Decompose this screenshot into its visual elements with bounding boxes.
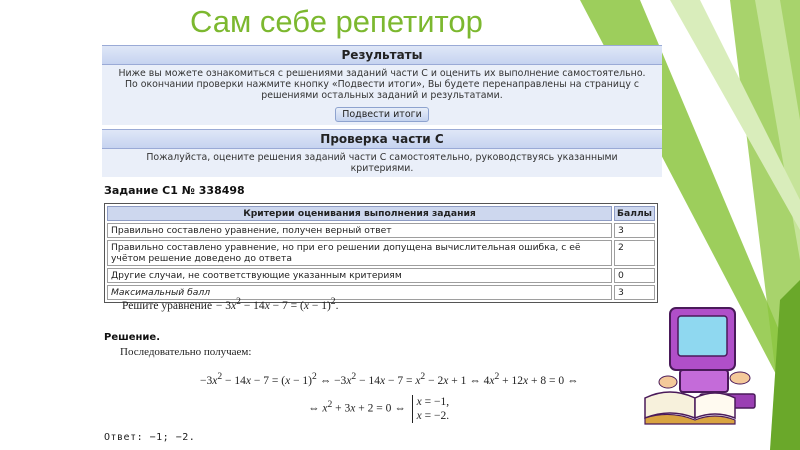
hand-right xyxy=(730,372,750,384)
check-panel-title: Проверка части С xyxy=(102,129,662,149)
solution-title: Решение. xyxy=(104,332,161,343)
hand-left xyxy=(659,376,677,388)
task-title: Задание С1 № 338498 xyxy=(104,184,245,197)
monitor-screen xyxy=(678,316,727,356)
answer-text: Ответ: −1; −2. xyxy=(104,432,196,443)
table-row xyxy=(107,268,655,283)
score-cell: 3 xyxy=(614,285,655,300)
webpage-screenshot xyxy=(102,45,662,450)
criterion-cell: Максимальный балл xyxy=(107,285,612,300)
criteria-header: Критерии оценивания выполнения задания xyxy=(107,206,612,221)
score-cell: 3 xyxy=(614,223,655,238)
results-panel-text: Ниже вы можете ознакомиться с решениями заданий части С и оценить их выполнение самостоятельно. По окончании проверки нажмите кнопку «Подвести итоги», Вы будете перенаправлены на страницу с решениями остальных заданий и результатами. xyxy=(118,68,646,101)
book-right-page xyxy=(695,393,735,418)
criterion-cell: Другие случаи, не соответствующие указанным критериям xyxy=(107,268,612,283)
table-row xyxy=(107,223,655,238)
score-header: Баллы xyxy=(614,206,655,221)
summarize-button[interactable]: Подвести итоги xyxy=(335,107,429,122)
score-cell: 0 xyxy=(614,268,655,283)
solution-equation-1: $-3x^2 - 14x - 7 = (x - 1)^2$ ⇔ $-3x^2 - 14x - 7 = x^2 - 2x + 1$ ⇔ $4x^2 + 12x + 8 = 0$ ⇔ xyxy=(200,371,579,387)
criterion-cell: Правильно составлено уравнение, но при его решении допущена вычислительная ошибка, с её учётом решение доведено до ответа xyxy=(107,240,612,266)
computer-base xyxy=(680,370,728,392)
criterion-cell: Правильно составлено уравнение, получен верный ответ xyxy=(107,223,612,238)
problem-label: Решите уравнение xyxy=(122,299,213,312)
criteria-header-row xyxy=(107,206,655,221)
score-cell: 2 xyxy=(614,240,655,266)
check-panel-text: Пожалуйста, оцените решения заданий части С самостоятельно, руководствуясь указанными критериями. xyxy=(102,149,662,177)
slide-title: Сам себе репетитор xyxy=(190,4,483,39)
criteria-table xyxy=(104,203,658,303)
solution-intro: Последовательно получаем: xyxy=(120,346,252,358)
table-row xyxy=(107,240,655,266)
problem-statement xyxy=(122,296,338,312)
results-panel-body xyxy=(102,65,662,125)
solution-equation-2: ⇔ $x^2 + 3x + 2 = 0$ ⇔ x = −1, x = −2. xyxy=(308,396,450,422)
problem-equation: − $3x^2 - 14x - 7 = (x - 1)^2$. xyxy=(214,296,339,312)
results-panel-title: Результаты xyxy=(102,45,662,65)
computer-with-book-clipart xyxy=(640,298,760,428)
solution-system: x = −1, x = −2. xyxy=(412,395,449,423)
